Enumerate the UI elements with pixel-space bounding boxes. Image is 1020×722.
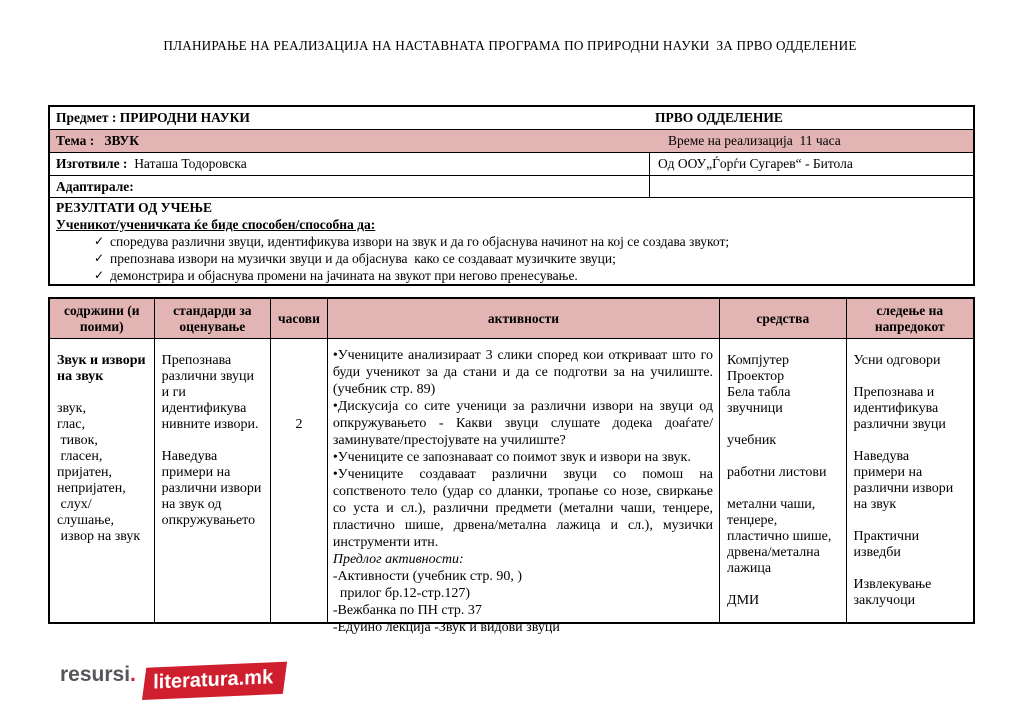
check-icon: ✓ [94,251,105,265]
monitoring-item: Практични изведби [853,529,920,560]
resource: Проектор [727,369,785,384]
activity-bullet: •Дискусија со сите ученици за различни извори на звуци од опкружувањето - Какви звуци слушате додека доаѓате/заминувате/престојувате на училиште? [332,399,714,448]
check-icon: ✓ [94,234,105,248]
activities-proposal-label: Предлог активности: [332,552,464,567]
monitoring-item: Усни одговори [853,353,941,368]
monitoring-item [854,513,960,529]
check-icon: ✓ [94,268,105,282]
school-cell: Од ООУ„Ѓорѓи Сугарев“ - Битола [658,156,853,171]
header-standards: стандарди за оценување [155,299,272,338]
contents-terms [57,401,148,545]
authors-cell [50,153,650,175]
adapted-label: Адаптирале: [50,176,650,197]
authors-value: Наташа Тодоровска [127,156,247,171]
info-table [48,105,975,286]
activity-bullet: •Учениците создаваат различни звуци со помош на сопственото тело (удар со дланки, тропање со нозе, свиркање со уста и сл.), различни предмети (метални чаши, тенџере, пластично шише, дрвена/метална лажица и сл.), музички инструменти итн. [332,467,714,550]
grade-label: ПРВО ОДДЕЛЕНИЕ [655,110,783,125]
logo-prefix-text: resursi [60,663,131,686]
standard: Наведува примери на различни извори на звук од опкружувањето [161,449,262,528]
results-heading: РЕЗУЛТАТИ ОД УЧЕЊЕ [56,200,213,215]
contents-title: Звук и извори на звук [57,353,146,384]
term: слух/слушање, [57,497,115,528]
plan-table-row [50,339,973,635]
duration-label: Време на реализација 11 часа [668,133,841,148]
header-monitoring: следење на напредокот [874,302,945,334]
resource [727,449,839,465]
term: гласен, [57,449,103,464]
plan-table [48,297,975,635]
resource: звучници [727,401,783,416]
monitoring-item: Наведува примери на различни извори на звук [853,449,954,512]
subject-row [50,107,973,130]
monitoring-item: Препознава и идентификува различни звуци [853,385,946,432]
activity-line: -Активности (учебник стр. 90, ) [332,569,523,584]
authors-row [50,153,973,176]
standard [162,433,265,449]
monitoring-cell [847,339,974,622]
page-title: ПЛАНИРАЊЕ НА РЕАЛИЗАЦИЈА НА НАСТАВНАТА ПРОГРАМА ПО ПРИРОДНИ НАУКИ ЗА ПРВО ОДДЕЛЕНИЕ [163,38,857,53]
resource: тенџере, [727,513,778,528]
resource: метални чаши, [727,497,816,512]
result-item [56,267,967,284]
resource: дрвена/метална лажица [727,545,820,576]
term: тивок, [57,433,98,448]
resources-list [727,353,839,609]
monitoring-item: Извлекување заклучоци [853,577,932,608]
activities-proposal-list [333,568,713,636]
activities-cell [328,339,720,635]
resource [727,481,839,497]
contents-cell [50,339,155,622]
activity-line: прилог бр.12-стр.127) [332,586,470,601]
activity-bullet: •Учениците се запознаваат со поимот звук и извори на звук. [332,450,691,465]
logo-dot: . [130,663,136,686]
results-row [50,198,973,284]
theme-label: Тема : ЗВУК [56,133,140,148]
standard: Препознава различни звуци и ги идентификува нивните извори. [161,353,259,432]
standards-list [162,353,265,529]
resource: пластично шише, [727,529,832,544]
resource: Бела табла [727,385,791,400]
activity-line: -Едуино лекција -Звук и видови звуци [332,620,560,635]
resource [727,577,839,593]
term: звук, [57,401,86,416]
monitoring-item [854,561,960,577]
authors-label: Изготвиле : [56,156,128,171]
header-activities: активности [328,299,720,338]
term: пријатен, [57,465,113,480]
resource: Компјутер [727,353,789,368]
plan-table-header [50,299,973,339]
result-item [56,233,967,250]
header-hours: часови [271,299,328,338]
result-item-text: препознава извори на музички звуци и да објаснува како се создаваат музичките звуци; [110,251,616,266]
adapted-value [650,176,973,197]
term: непријатен, [57,481,126,496]
activity-bullet: •Учениците анализираат 3 слики според кои откриваат што го буди ученикот за да стани и да се подготви за на училиште.(учебник стр. 89) [332,348,714,397]
results-subheading: Ученикот/ученичката ќе биде способен/способна да: [56,216,376,232]
resource [727,417,839,433]
monitoring-item [854,433,960,449]
resource: работни листови [727,465,827,480]
result-item [56,250,967,267]
resource: ДМИ [727,593,760,608]
monitoring-list [854,353,960,609]
result-item-text: демонстрира и објаснува промени на јачината на звукот при негово пренесување. [110,268,578,283]
hours-cell: 2 [271,339,328,622]
activities-bullets [333,347,713,551]
result-item-text: споредува различни звуци, идентификува извори на звук и да го објаснува начинот на кој се создава звукот; [110,234,730,249]
subject-label: Предмет : ПРИРОДНИ НАУКИ [56,110,250,125]
logo-brand-text: literatura.mk [153,666,274,694]
term: глас, [57,417,85,432]
resources-cell [720,339,846,622]
adapted-row [50,176,973,198]
monitoring-item [854,369,960,385]
standards-cell [155,339,272,622]
header-contents: содржини (и поими) [50,299,155,338]
theme-row [50,130,973,153]
logo-banner [142,662,287,700]
site-logo [60,663,283,699]
spacer [57,385,148,401]
resource: учебник [727,433,777,448]
term: извор на звук [57,529,141,544]
header-resources: средства [720,299,846,338]
activity-line: -Вежбанка по ПН стр. 37 [332,603,482,618]
